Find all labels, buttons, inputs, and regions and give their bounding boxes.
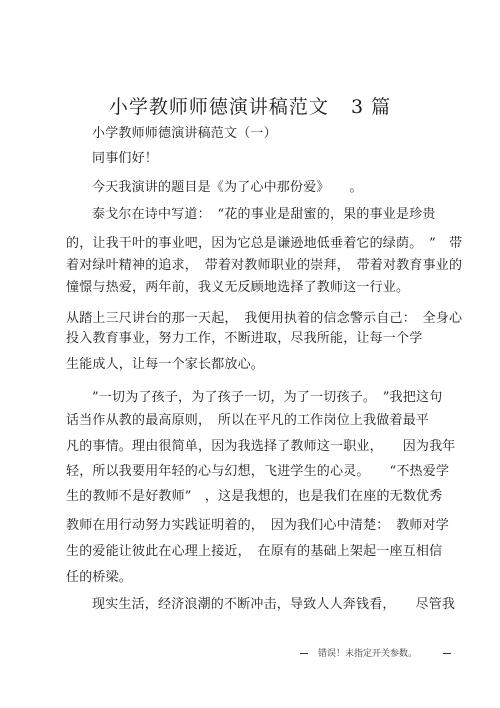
footer-dash-left — [300, 653, 308, 654]
paragraph-line: 任的桥梁。 — [66, 570, 133, 585]
document-title — [0, 92, 500, 119]
paragraph-line: 从踏上三尺讲台的那一天起， 我便用执着的信念警示自己： 全身心 — [66, 311, 463, 326]
paragraph-line: 话当作从教的最高原则， 所以在平凡的工作岗位上我做着最平 — [66, 413, 430, 428]
paragraph-line: 投入教育事业，努力工作，不断进取，尽我所能，让每一个学 — [66, 331, 423, 346]
paragraph-line: 生的爱能让彼此在心理上接近， 在原有的基础上架起一座互相信 — [66, 544, 443, 559]
paragraph-line: ”一切为了孩子，为了孩子一切，为了一切孩子。 ”我把这句 — [92, 390, 443, 405]
paragraph-line: 着对绿叶精神的追求， 带着对教师职业的崇拜， 带着对教育事业的 — [66, 258, 463, 273]
paragraph-line: 凡的事情。理由很简单，因为我选择了教师这一职业， 因为我年 — [66, 439, 456, 454]
subtitle-line: 小学教师师德演讲稿范文（一） — [92, 126, 277, 141]
topic-line: 今天我演讲的题目是《为了心中那份爱》 。 — [92, 180, 363, 195]
page-footer — [300, 646, 460, 659]
paragraph-line: 的，让我干叶的事业吧，因为它总是谦逊地低垂着它的绿荫。 ” 带 — [66, 236, 463, 251]
title-text: 小学教师师德演讲稿范文 — [108, 96, 329, 118]
paragraph-line: 教师在用行动努力实践证明着的， 因为我们心中清楚： 教师对学 — [66, 518, 450, 533]
paragraph-line: 泰戈尔在诗中写道： “花的事业是甜蜜的，果的事业是珍贵 — [92, 207, 436, 222]
footer-text: 错误！未指定开关参数。 — [318, 649, 418, 659]
title-count: 3 篇 — [350, 96, 392, 118]
paragraph-line: 生的教师不是好教师” ，这是我想的，也是我们在座的无数优秀 — [66, 489, 443, 504]
footer-dash-right — [443, 653, 451, 654]
paragraph-line: 轻，所以我要用年轻的心与幻想，飞进学生的心灵。 “不热爱学 — [66, 464, 450, 479]
greeting-line: 同事们好！ — [92, 151, 159, 166]
paragraph-line: 现实生活，经济浪潮的不断冲击，导致人人奔钱看， 尽管我 — [92, 597, 456, 612]
paragraph-line: 憧憬与热爱，两年前，我义无反顾地选择了教师这一行业。 — [66, 280, 410, 295]
paragraph-line: 生能成人，让每一个家长都放心。 — [66, 357, 265, 372]
